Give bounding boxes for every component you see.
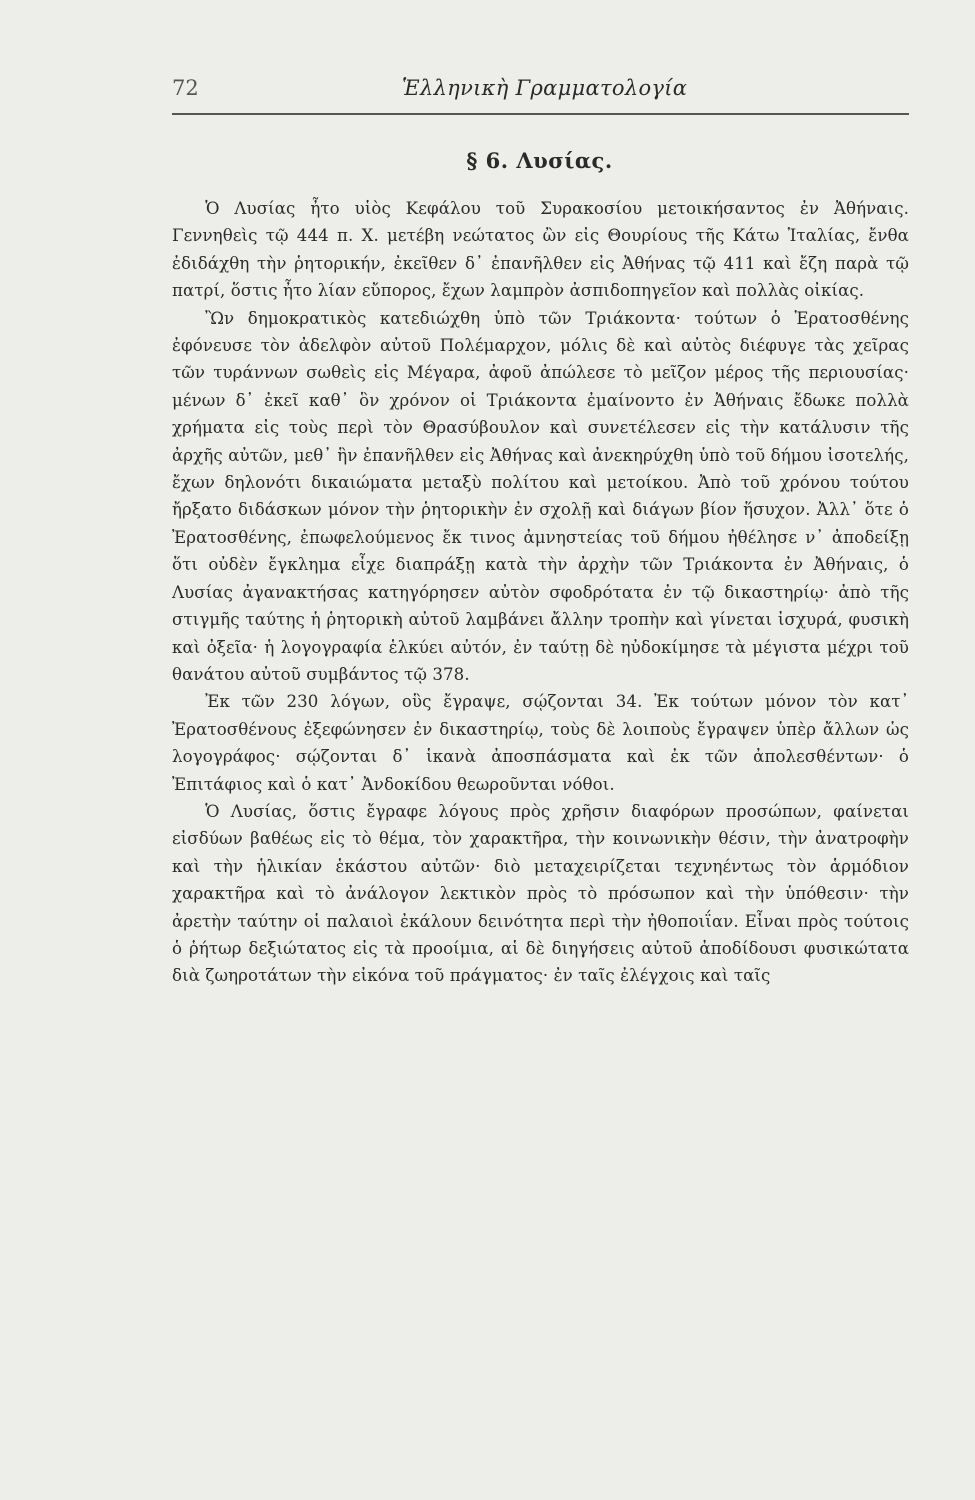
header-rule	[172, 113, 909, 115]
paragraph-1: Ὁ Λυσίας ἦτο υἱὸς Κεφάλου τοῦ Συρακοσίου μετοικήσαντος ἐν Ἀθήναις. Γεννηθεὶς τῷ 444 π. Χ. μετέβη νεώτατος ὢν εἰς Θουρίους τῆς Κάτω Ἰταλίας, ἔνθα ἐδιδάχθη τὴν ῥητορικήν, ἐκεῖθεν δ᾽ ἐπανῆλθεν εἰς Ἀθήνας τῷ 411 καὶ ἔζη παρὰ τῷ πατρί, ὅστις ἦτο λίαν εὔπορος, ἔχων λαμπρὸν ἀσπιδοπηγεῖον καὶ πολλὰς οἰκίας.	[172, 199, 909, 301]
section-heading: § 6. Λυσίας.	[466, 148, 613, 173]
page-number: 72	[172, 76, 199, 100]
page-header	[172, 74, 907, 104]
paragraph-2: Ὢν δημοκρατικὸς κατεδιώχθη ὑπὸ τῶν Τριάκοντα· τούτων ὁ Ἐρατοσθένης ἐφόνευσε τὸν ἀδελφὸν αὐτοῦ Πολέμαρχον, μόλις δὲ καὶ αὐτὸς διέφυγε τὰς χεῖρας τῶν τυράννων σωθεὶς εἰς Μέγαρα, ἀφοῦ ἀπώλεσε τὸ μεῖζον μέρος τῆς περιουσίας· μένων δ᾽ ἐκεῖ καθ᾽ ὃν χρόνον οἱ Τριάκοντα ἐμαίνοντο ἐν Ἀθήναις ἔδωκε πολλὰ χρήματα εἰς τοὺς περὶ τὸν Θρασύβουλον καὶ συνετέλεσεν εἰς τὴν κατάλυσιν τῆς ἀρχῆς αὐτῶν, μεθ᾽ ἣν ἐπανῆλθεν εἰς Ἀθήνας καὶ ἀνεκηρύχθη ὑπὸ τοῦ δήμου ἰσοτελής, ἔχων δηλονότι δικαιώματα μεταξὺ πολίτου καὶ μετοίκου. Ἀπὸ τοῦ χρόνου τούτου ἤρξατο διδάσκων μόνον τὴν ῥητορικὴν ἐν σχολῇ καὶ διάγων βίον ἥσυχον. Ἀλλ᾽ ὅτε ὁ Ἐρατοσθένης, ἐπωφελούμενος ἔκ τινος ἀμνηστείας τοῦ δήμου ἠθέλησε ν᾽ ἀποδείξῃ ὅτι οὐδὲν ἔγκλημα εἶχε διαπράξῃ κατὰ τὴν ἀρχὴν τῶν Τριάκοντα ἐν Ἀθήναις, ὁ Λυσίας ἀγανακτήσας κατηγόρησεν αὐτὸν σφοδρότατα ἐν τῷ δικαστηρίῳ· ἀπὸ τῆς στιγμῆς ταύτης ἡ ῥητορικὴ αὐτοῦ λαμβάνει ἄλλην τροπὴν καὶ γίνεται ἰσχυρά, φυσικὴ καὶ ὀξεῖα· ἡ λογογραφία ἑλκύει αὐτόν, ἐν ταύτῃ δὲ ηὐδοκίμησε τὰ μέγιστα μέχρι τοῦ θανάτου αὐτοῦ συμβάντος τῷ 378.	[172, 308, 909, 684]
body-text	[172, 195, 909, 990]
paragraph-3: Ἐκ τῶν 230 λόγων, οὓς ἔγραψε, σῴζονται 34. Ἐκ τούτων μόνον τὸν κατ᾽ Ἐρατοσθένους ἐξεφώνησεν ἐν δικαστηρίῳ, τοὺς δὲ λοιποὺς ἔγραψεν ὑπὲρ ἄλλων ὡς λογογράφος· σῴζονται δ᾽ ἱκανὰ ἀποσπάσματα καὶ ἐκ τῶν ἀπολεσθέντων· ὁ Ἐπιτάφιος καὶ ὁ κατ᾽ Ἀνδοκίδου θεωροῦνται νόθοι.	[172, 692, 909, 794]
paragraph-4: Ὁ Λυσίας, ὅστις ἔγραφε λόγους πρὸς χρῆσιν διαφόρων προσώπων, φαίνεται εἰσδύων βαθέως εἰς τὸ θέμα, τὸν χαρακτῆρα, τὴν κοινωνικὴν θέσιν, τὴν ἀνατροφὴν καὶ τὴν ἡλικίαν ἑκάστου αὐτῶν· διὸ μεταχειρίζεται τεχνηέντως τὸν ἁρμόδιον χαρακτῆρα καὶ τὸ ἀνάλογον λεκτικὸν πρὸς τὸ πρόσωπον καὶ τὴν ὑπόθεσιν· τὴν ἀρετὴν ταύτην οἱ παλαιοὶ ἐκάλουν δεινότητα περὶ τὴν ἠθοποιΐαν. Εἶναι πρὸς τούτοις ὁ ῥήτωρ δεξιώτατος εἰς τὰ προοίμια, αἱ δὲ διηγήσεις αὐτοῦ ἀποδίδουσι φυσικώτατα διὰ ζωηροτάτων τὴν εἰκόνα τοῦ πράγματος· ἐν ταῖς ἐλέγχοις καὶ ταῖς	[172, 801, 909, 986]
running-title: Ἑλληνικὴ Γραμματολογία	[402, 76, 688, 100]
